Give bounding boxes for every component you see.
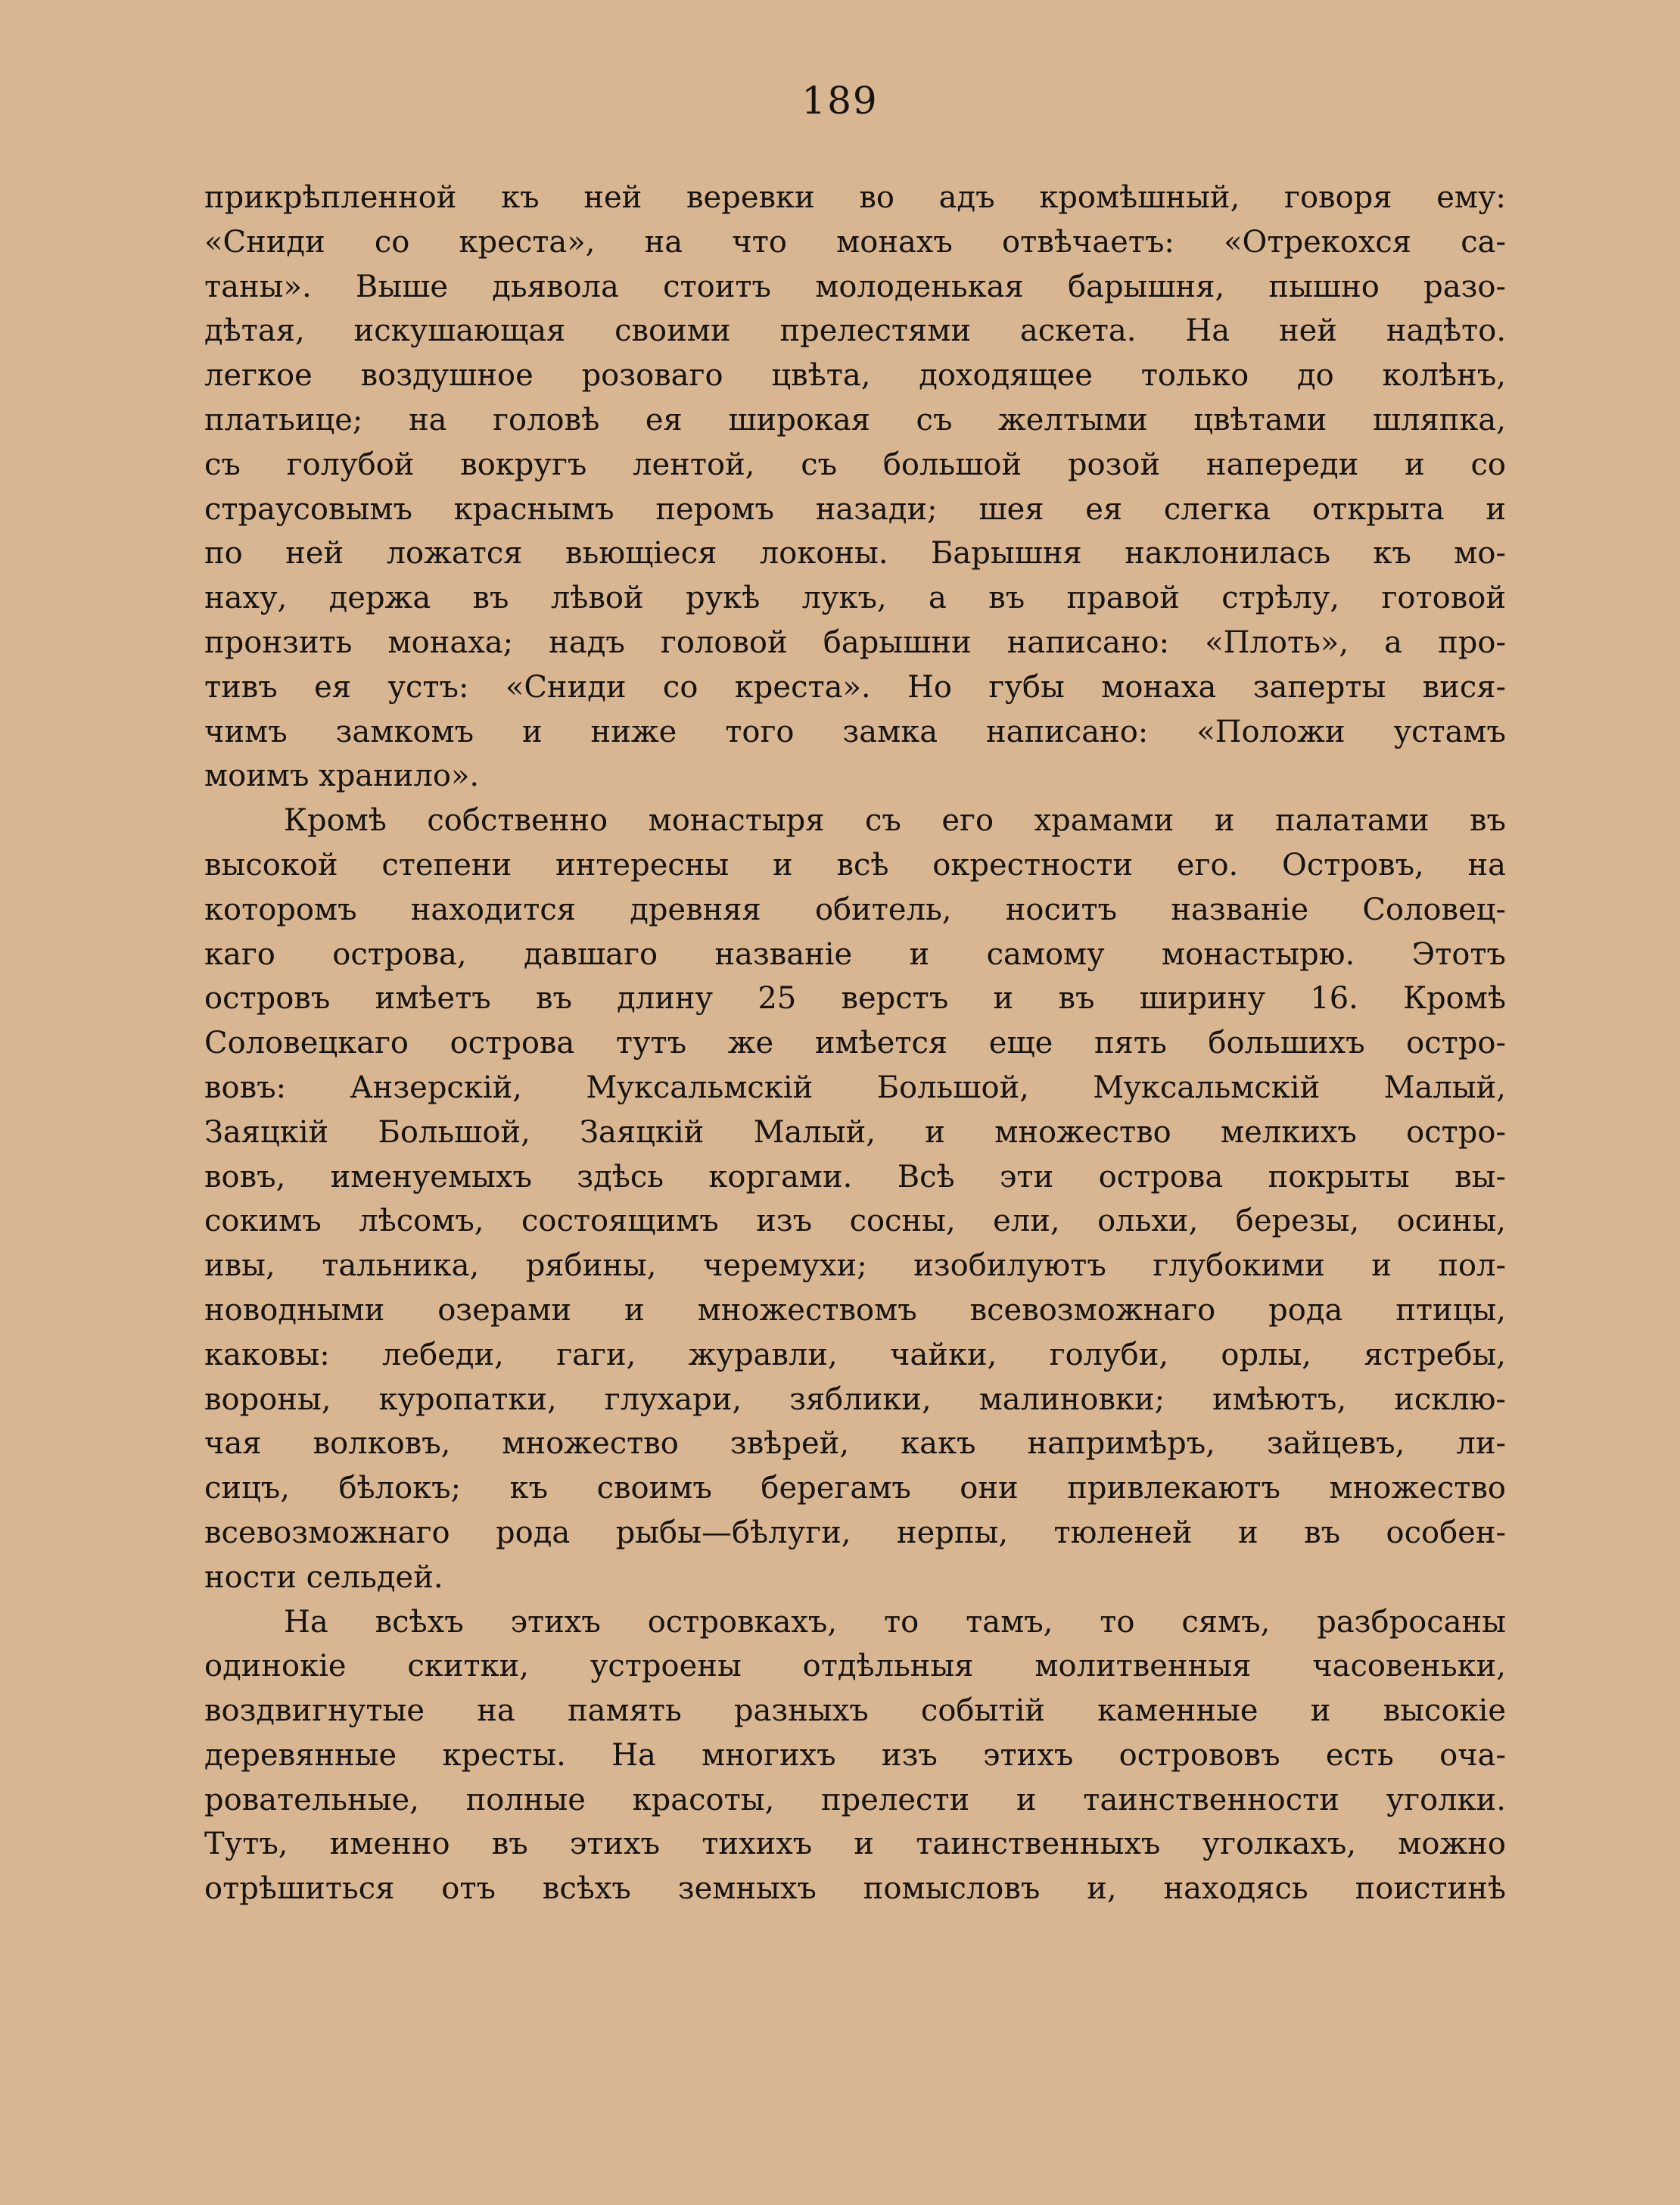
- text-line: таны». Выше дьявола стоитъ молоденькая барышня, пышно разо-: [204, 269, 1506, 304]
- text-line: прикрѣпленной къ ней веревки во адъ кромѣшный, говоря ему:: [204, 180, 1506, 215]
- text-line: высокой степени интересны и всѣ окрестности его. Островъ, на: [204, 847, 1506, 883]
- text-line: отрѣшиться отъ всѣхъ земныхъ помысловъ и, находясь поистинѣ: [204, 1871, 1506, 1907]
- text-line: которомъ находится древняя обитель, носитъ названіе Соловец-: [204, 892, 1506, 927]
- text-line: новодными озерами и множествомъ всевозможнаго рода птицы,: [204, 1292, 1506, 1328]
- page-number: 189: [801, 79, 879, 123]
- text-line: вороны, куропатки, глухари, зяблики, малиновки; имѣютъ, исклю-: [204, 1381, 1506, 1417]
- text-line: Тутъ, именно въ этихъ тихихъ и таинственныхъ уголкахъ, можно: [204, 1827, 1506, 1862]
- text-line: чая волковъ, множество звѣрей, какъ напримѣръ, зайцевъ, ли-: [204, 1426, 1506, 1462]
- text-line: тивъ ея устъ: «Сниди со креста». Но губы монаха заперты вися-: [204, 669, 1506, 705]
- text-line: воздвигнутые на память разныхъ событій каменные и высокіе: [204, 1693, 1506, 1729]
- text-line: съ голубой вокругъ лентой, съ большой розой напереди и со: [204, 447, 1506, 482]
- text-line: чимъ замкомъ и ниже того замка написано: «Положи устамъ: [204, 714, 1506, 749]
- text-line: ивы, тальника, рябины, черемухи; изобилуютъ глубокими и пол-: [204, 1248, 1506, 1284]
- text-line: легкое воздушное розоваго цвѣта, доходящее только до колѣнъ,: [204, 358, 1506, 394]
- text-line: деревянные кресты. На многихъ изъ этихъ острововъ есть оча-: [204, 1737, 1506, 1773]
- text-line: каго острова, давшаго названіе и самому монастырю. Этотъ: [204, 936, 1506, 972]
- text-line: Заяцкій Большой, Заяцкій Малый, и множество мелкихъ остро-: [204, 1114, 1506, 1150]
- text-line: пронзить монаха; надъ головой барышни написано: «Плоть», а про-: [204, 624, 1506, 660]
- text-line: островъ имѣетъ въ длину 25 верстъ и въ ширину 16. Кромѣ: [204, 981, 1506, 1017]
- text-line: ности сельдей.: [204, 1559, 443, 1595]
- text-line: страусовымъ краснымъ перомъ назади; шея ея слегка открыта и: [204, 491, 1506, 527]
- text-line: ровательные, полные красоты, прелести и таинственности уголки.: [204, 1782, 1506, 1817]
- text-line: по ней ложатся вьющіеся локоны. Барышня наклонилась къ мо-: [204, 536, 1506, 571]
- text-line: Кромѣ собственно монастыря съ его храмами и палатами въ: [284, 803, 1506, 839]
- text-line: наху, держа въ лѣвой рукѣ лукъ, а въ правой стрѣлу, готовой: [204, 581, 1506, 616]
- text-line: вовъ: Анзерскій, Мyксальмскій Большой, Мyксальмскій Малый,: [204, 1070, 1506, 1105]
- text-line: сицъ, бѣлокъ; къ своимъ берегамъ они привлекаютъ множество: [204, 1471, 1506, 1506]
- text-line: дѣтая, искушающая своими прелестями аскета. На ней надѣто.: [204, 313, 1506, 349]
- text-line: сокимъ лѣсомъ, состоящимъ изъ сосны, ели, ольхи, березы, осины,: [204, 1204, 1506, 1239]
- text-line: вовъ, именуемыхъ здѣсь коргами. Всѣ эти острова покрыты вы-: [204, 1159, 1506, 1194]
- text-line: одинокіе скитки, устроены отдѣльныя молитвенныя часовеньки,: [204, 1649, 1506, 1684]
- text-line: На всѣхъ этихъ островкахъ, то тамъ, то сямъ, разбросаны: [284, 1604, 1506, 1640]
- text-line: «Сниди со креста», на что монахъ отвѣчаетъ: «Отрекохся са-: [204, 224, 1506, 260]
- text-line: моимъ хранило».: [204, 758, 480, 794]
- text-line: платьице; на головѣ ея широкая съ желтыми цвѣтами шляпка,: [204, 402, 1506, 438]
- text-line: каковы: лебеди, гаги, журавли, чайки, голуби, орлы, ястребы,: [204, 1337, 1506, 1372]
- text-body: [204, 176, 1506, 1911]
- text-line: всевозможнаго рода рыбы—бѣлуги, нерпы, тюленей и въ особен-: [204, 1515, 1506, 1550]
- text-line: Соловецкаго острова тутъ же имѣется еще пять большихъ остро-: [204, 1026, 1506, 1061]
